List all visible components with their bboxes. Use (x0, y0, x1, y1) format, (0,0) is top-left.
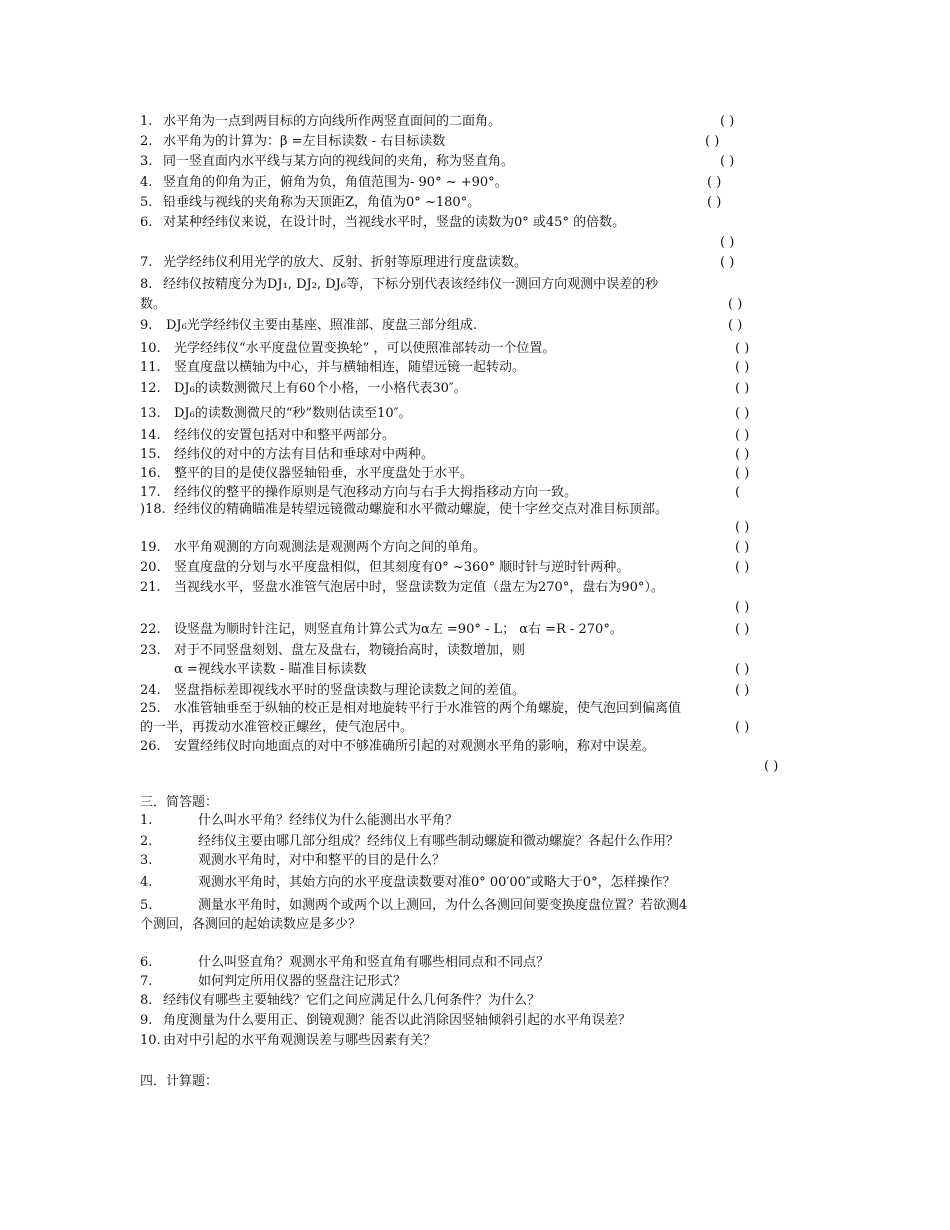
question-text: 经纬仪的精确瞄准是转望远镜微动螺旋和水平微动螺旋，使十字丝交点对准目标顶部。 (174, 502, 669, 517)
question-text-continued: α =视线水平读数 - 瞄准目标读数 (174, 662, 367, 677)
answer-blank[interactable]: ( ) (735, 341, 750, 356)
answer-blank[interactable]: ( ) (735, 520, 750, 535)
question-text: 光学经纬仪“水平度盘位置变换轮” ，可以使照准部转动一个位置。 (174, 341, 556, 356)
short-answer-item (0, 954, 950, 972)
question-text: 同一竖直面内水平线与某方向的视线间的夹角，称为竖直角。 (163, 154, 515, 169)
question-item (0, 700, 950, 718)
question-number: 5. (140, 195, 153, 210)
question-text: 什么叫水平角？经纬仪为什么能测出水平角？ (198, 813, 459, 828)
question-number: 15. (140, 447, 161, 462)
question-number: 9. (140, 318, 153, 333)
question-text: 整平的目的是使仪器竖轴铅垂，水平度盘处于水平。 (174, 466, 474, 481)
answer-blank[interactable]: ( ) (735, 622, 750, 637)
question-text: 对某种经纬仪来说，在设计时，当视线水平时，竖盘的读数为0° 或45° 的倍数。 (163, 215, 626, 230)
section-title-short-answer: 三．简答题： (140, 795, 219, 810)
question-item (0, 174, 950, 192)
question-text: 经纬仪按精度分为DJ₁, DJ₂, DJ₆等，下标分别代表该经纬仪一测回方向观测中误差的秒 (163, 277, 659, 292)
question-text: 水平角为的计算为：β =左目标读数 - 右目标读数 (163, 134, 446, 149)
question-item (0, 559, 950, 577)
question-item-continued (0, 661, 950, 679)
question-item (0, 340, 950, 358)
answer-blank[interactable]: ( ) (728, 297, 743, 312)
question-item (0, 682, 950, 700)
question-item (0, 359, 950, 377)
question-item-continued (0, 599, 950, 617)
question-number: 14. (140, 428, 161, 443)
question-item-continued (0, 234, 950, 252)
question-item (0, 113, 950, 131)
answer-blank[interactable]: ( ) (728, 318, 743, 333)
answer-blank[interactable]: ( ) (735, 466, 750, 481)
question-text: DJ₆的读数测微尺的“秒”数则估读至10″。 (174, 406, 412, 421)
question-item (0, 446, 950, 464)
question-text: 对于不同竖盘刻划、盘左及盘右，物镜抬高时，读数增加，则 (174, 643, 526, 658)
question-item (0, 254, 950, 272)
short-answer-item (0, 852, 950, 870)
question-item (0, 405, 950, 423)
answer-blank[interactable]: ( ) (735, 683, 750, 698)
question-item (0, 579, 950, 597)
question-number: 21. (140, 580, 161, 595)
question-text: 角度测量为什么要用正、倒镜观测？能否以此消除因竖轴倾斜引起的水平角误差？ (163, 1013, 632, 1028)
question-number: 22. (140, 622, 161, 637)
question-text: 观测水平角时，对中和整平的目的是什么？ (198, 853, 446, 868)
answer-blank[interactable]: ( ) (707, 175, 722, 190)
question-item-continued (0, 519, 950, 537)
question-number: 8. (140, 277, 153, 292)
question-text: 竖直度盘的分划与水平度盘相似，但其刻度有0° ~360° 顺时针与逆时针两种。 (174, 560, 630, 575)
question-text: 经纬仪的整平的操作原则是气泡移动方向与右手大拇指移动方向一致。 (174, 485, 578, 500)
short-answer-item (0, 897, 950, 915)
question-number: 6. (140, 215, 153, 230)
question-number: 2. (140, 834, 153, 849)
question-item (0, 380, 950, 398)
question-text: 经纬仪的安置包括对中和整平两部分。 (174, 428, 396, 443)
question-text: 设竖盘为顺时针注记，则竖直角计算公式为α左 =90° - L； α右 =R - 270°。 (174, 622, 623, 637)
question-item (0, 194, 950, 212)
answer-blank[interactable]: ( ) (707, 195, 722, 210)
question-number: 12. (140, 381, 161, 396)
question-text: 水平角观测的方向观测法是观测两个方向之间的单角。 (174, 540, 487, 555)
question-number: 5. (140, 898, 153, 913)
question-number: 26. (140, 739, 161, 754)
question-number: 10. (140, 1033, 161, 1048)
question-number: 17. (140, 485, 161, 500)
section-title-calculation: 四．计算题： (140, 1074, 219, 1089)
question-text: 安置经纬仪时向地面点的对中不够准确所引起的对观测水平角的影响，称对中误差。 (174, 739, 656, 754)
answer-blank[interactable]: ( (735, 485, 741, 500)
question-number: 9. (140, 1013, 153, 1028)
question-item (0, 539, 950, 557)
question-number: 24. (140, 683, 161, 698)
question-item (0, 153, 950, 171)
question-text: 当视线水平，竖盘水准管气泡居中时，竖盘读数为定值（盘左为270°，盘右为90°）。 (174, 580, 664, 595)
short-answer-item (0, 833, 950, 851)
question-number: 1. (140, 813, 153, 828)
question-item (0, 214, 950, 232)
question-text: 什么叫竖直角？观测水平角和竖直角有哪些相同点和不同点？ (198, 955, 550, 970)
question-text: 水准管轴垂至于纵轴的校正是相对地旋转平行于水准管的两个角螺旋，使气泡回到偏离值 (174, 701, 682, 716)
answer-blank[interactable]: ( ) (705, 134, 720, 149)
answer-blank[interactable]: ( ) (720, 114, 735, 129)
question-item (0, 738, 950, 756)
question-number: 23. (140, 643, 161, 658)
question-item-continued (0, 296, 950, 314)
question-number: 25. (140, 701, 161, 716)
answer-blank[interactable]: ( ) (735, 662, 750, 677)
short-answer-item (0, 812, 950, 830)
short-answer-item-continued (0, 916, 950, 934)
question-number: 8. (140, 993, 153, 1008)
question-text: 竖直角的仰角为正，俯角为负，角值范围为- 90° ~ +90°。 (163, 175, 508, 190)
question-item (0, 317, 950, 335)
answer-blank[interactable]: ( ) (735, 406, 750, 421)
question-item (0, 427, 950, 445)
question-number: 1. (140, 114, 153, 129)
question-item-continued (0, 719, 950, 737)
question-text: DJ₆的读数测微尺上有60个小格，一小格代表30″。 (174, 381, 467, 396)
question-text: 经纬仪的对中的方法有目估和垂球对中两种。 (174, 447, 435, 462)
question-number: 7. (140, 974, 153, 989)
question-text: 水平角为一点到两目标的方向线所作两竖直面间的二面角。 (163, 114, 502, 129)
question-number: 13. (140, 406, 161, 421)
question-number: 4. (140, 175, 153, 190)
question-number: 2. (140, 134, 153, 149)
answer-blank[interactable]: ( ) (764, 759, 779, 774)
question-item (0, 133, 950, 151)
question-number: 16. (140, 466, 161, 481)
answer-blank[interactable]: ( ) (735, 600, 750, 615)
question-number: 20. (140, 560, 161, 575)
short-answer-item (0, 973, 950, 991)
question-text-continued: 个测回，各测回的起始读数应是多少？ (140, 917, 362, 932)
question-text: 测量水平角时，如测两个或两个以上测回，为什么各测回间要变换度盘位置？若欲测4 (198, 898, 688, 913)
question-number: 6. (140, 955, 153, 970)
short-answer-item (0, 874, 950, 892)
question-text: DJ₆光学经纬仪主要由基座、照准部、度盘三部分组成. (166, 318, 477, 333)
answer-blank[interactable]: ( ) (735, 428, 750, 443)
answer-blank[interactable]: ( ) (735, 360, 750, 375)
question-text: 铅垂线与视线的夹角称为天顶距Z，角值为0° ~180°。 (163, 195, 481, 210)
answer-blank[interactable]: ( ) (720, 255, 735, 270)
question-text-continued: 的一半，再拨动水准管校正螺丝，使气泡居中。 (140, 720, 414, 735)
question-number: 4. (140, 875, 153, 890)
short-answer-item (0, 1012, 950, 1030)
question-text-continued: 数。 (140, 297, 167, 312)
question-item (0, 621, 950, 639)
answer-blank[interactable]: ( ) (735, 720, 750, 735)
question-text: 观测水平角时，其始方向的水平度盘读数要对准0° 00′00″或略大于0°，怎样操作？ (198, 875, 676, 890)
answer-blank[interactable]: ( ) (720, 235, 735, 250)
question-number: 19. (140, 540, 161, 555)
question-text: 竖盘指标差即视线水平时的竖盘读数与理论读数之间的差值。 (174, 683, 526, 698)
short-answer-item (0, 1032, 950, 1050)
answer-blank[interactable]: ( ) (735, 381, 750, 396)
answer-blank[interactable]: ( ) (720, 154, 735, 169)
question-item (0, 642, 950, 660)
question-text: 由对中引起的水平角观测误差与哪些因素有关？ (163, 1033, 437, 1048)
short-answer-item (0, 992, 950, 1010)
question-text: 经纬仪有哪些主要轴线？它们之间应满足什么几何条件？为什么？ (163, 993, 541, 1008)
answer-blank[interactable]: ( ) (735, 540, 750, 555)
question-item (0, 501, 950, 519)
question-text: 经纬仪主要由哪几部分组成？经纬仪上有哪些制动螺旋和微动螺旋？各起什么作用？ (198, 834, 680, 849)
question-item-continued (0, 758, 950, 776)
question-text: 光学经纬仪利用光学的放大、反射、折射等原理进行度盘读数。 (163, 255, 528, 270)
question-item (0, 276, 950, 294)
question-number: 10. (140, 341, 161, 356)
question-number: )18. (140, 502, 166, 517)
question-number: 3. (140, 154, 153, 169)
question-item (0, 484, 950, 502)
question-text: 竖直度盘以横轴为中心，并与横轴相连，随望远镜一起转动。 (174, 360, 526, 375)
question-number: 3. (140, 853, 153, 868)
answer-blank[interactable]: ( ) (735, 447, 750, 462)
question-item (0, 465, 950, 483)
question-text: 如何判定所用仪器的竖盘注记形式？ (198, 974, 407, 989)
question-number: 11. (140, 360, 161, 375)
question-number: 7. (140, 255, 153, 270)
answer-blank[interactable]: ( ) (735, 560, 750, 575)
